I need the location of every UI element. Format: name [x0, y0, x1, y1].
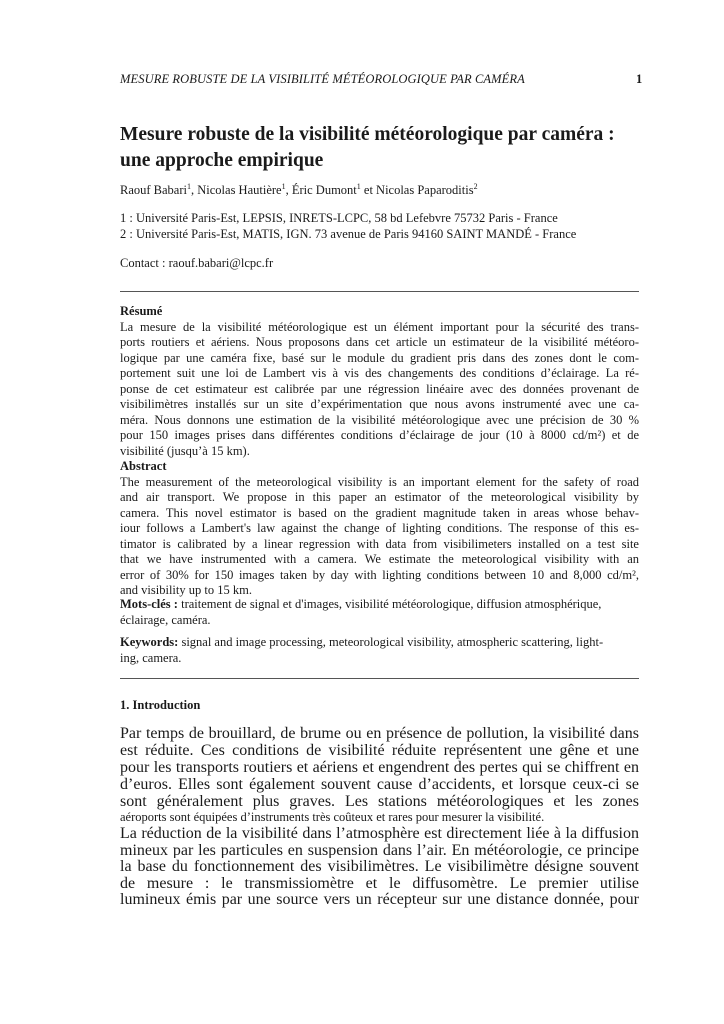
abstract-body	[120, 475, 639, 584]
author-affiliation-mark: 2	[473, 182, 478, 191]
text-line: portement suit une loi de Lambert vis à vis des changements des conditions d’éclairage. La ré-	[120, 366, 639, 380]
intro-paragraph-2	[120, 825, 639, 908]
keywords-text: signal and image processing, meteorological visibility, atmospheric scattering, light-	[178, 635, 604, 649]
text-line: iour follows a Lambert's law against the change of lighting conditions. The response of this es-	[120, 521, 639, 535]
text-line: camera. This novel estimator is based on the gradient magnitude taken in areas whose behav-	[120, 505, 639, 520]
text-line: error of 30% for 150 images taken by day with lighting conditions between 10 and 8,000 cd/m²,	[120, 567, 639, 582]
section-heading-introduction: 1. Introduction	[120, 698, 201, 712]
author-list	[120, 182, 478, 198]
resume-section	[120, 304, 639, 599]
author-affiliation-mark: 1	[187, 182, 191, 191]
abstract-last-line: and visibility up to 15 km.	[120, 583, 252, 597]
keywords-section	[120, 635, 639, 666]
affiliation-1: 1 : Université Paris-Est, LEPSIS, INRETS-LCPC, 58 bd Lefebvre 75732 Paris - France	[120, 211, 558, 225]
text-line: La réduction de la visibilité dans l’atmosphère est directement liée à la diffusion	[120, 825, 639, 842]
motscles-line-2: éclairage, caméra.	[120, 612, 211, 627]
text-line: d’euros. Elles sont également souvent cause d’accidents, et lorsque ceux-ci se	[120, 776, 639, 793]
text-line: pour les transports routiers et aériens et engendrent des pertes qui se chiffrent en	[120, 759, 639, 776]
text-line: ports routiers et aériens. Nous proposons dans cet article un estimateur de la visibilité météoro-	[120, 335, 639, 349]
page-number: 1	[636, 72, 643, 86]
running-header-title: MESURE ROBUSTE DE LA VISIBILITÉ MÉTÉOROLOGIQUE PAR CAMÉRA	[120, 72, 525, 86]
title-line-2: une approche empirique	[120, 150, 324, 171]
paper-title	[120, 122, 640, 174]
text-line: visibilimètres installés sur un site d’expérimentation que nous avons instrumenté avec une ca-	[120, 397, 639, 411]
affiliation-2: 2 : Université Paris-Est, MATIS, IGN. 73 avenue de Paris 94160 SAINT MANDÉ - France	[120, 227, 577, 241]
text-line: la base du fonctionnement des visibilimètres. Le visibilimètre désigne souvent	[120, 858, 639, 875]
text-line: ponse de cet estimateur est calibrée par une régression linéaire avec des données provenant de	[120, 381, 639, 396]
top-divider	[120, 291, 639, 292]
text-line: and air transport. We propose in this paper an estimator of the meteorological visibility by	[120, 490, 639, 504]
resume-heading: Résumé	[120, 304, 163, 318]
text-line: de mesure : le transmissiomètre et le diffusomètre. Le premier utilise	[120, 874, 639, 891]
text-line: méra. Nous donnons une estimation de la visibilité météorologique avec une précision de 30 %	[120, 412, 639, 427]
resume-body	[120, 320, 639, 444]
text-line: La mesure de la visibilité météorologique est un élément important pour la sécurité des trans-	[120, 319, 639, 334]
motscles-section	[120, 597, 639, 628]
text-line: sont généralement plus graves. Les stations météorologiques et les zones	[120, 793, 639, 810]
motscles-line-1	[120, 597, 639, 613]
contact-email[interactable]: Contact : raouf.babari@lcpc.fr	[120, 256, 274, 270]
text-line: that we have instrumented with a camera. We estimate the meteorological visibility with an	[120, 552, 639, 566]
abstract-heading: Abstract	[120, 459, 167, 473]
text-line: timator is calibrated by a linear regression with data from visibilimeters installed on a test site	[120, 536, 639, 551]
text-line: Par temps de brouillard, de brume ou en présence de pollution, la visibilité dans	[120, 725, 639, 742]
intro-paragraph-2-lines	[120, 825, 639, 908]
text-line: lumineux émis par une source vers un récepteur sur une distance donnée, pour	[120, 891, 639, 908]
author-affiliation-mark: 1	[281, 182, 286, 191]
keywords-line-2: ing, camera.	[120, 650, 182, 665]
author-name: , Nicolas Hautière	[191, 183, 282, 198]
intro-paragraph-1-last: aéroports sont équipées d’instruments très coûteux et rares pour mesurer la visibilité.	[120, 810, 545, 824]
keywords-line-1	[120, 635, 639, 651]
author-name: , Éric Dumont	[285, 183, 357, 198]
motscles-label: Mots-clés :	[120, 597, 178, 611]
motscles-text: traitement de signal et d'images, visibilité météorologique, diffusion atmosphérique,	[177, 597, 602, 611]
author-name: Raouf Babari	[120, 183, 187, 198]
keywords-label: Keywords:	[120, 635, 179, 649]
author-name: et Nicolas Paparoditis	[360, 183, 474, 198]
bottom-divider	[120, 678, 639, 679]
author-affiliation-mark: 1	[356, 182, 361, 191]
title-line-1: Mesure robuste de la visibilité météorologique par caméra :	[120, 124, 615, 145]
intro-paragraph-1-lines	[120, 725, 639, 810]
resume-last-line: visibilité (jusqu’à 15 km).	[120, 443, 250, 458]
text-line: pour 150 images prises dans différentes conditions d’éclairage de jour (10 à 8000 cd/m²) et de	[120, 428, 639, 442]
text-line: mineux par les particules en suspension dans l’air. En météorologie, ce principe	[120, 841, 639, 858]
text-line: logique par une caméra fixe, basé sur le module du gradient pris dans des zones dont le com-	[120, 350, 639, 365]
text-line: The measurement of the meteorological visibility is an important element for the safety of road	[120, 474, 639, 489]
intro-paragraph-1	[120, 725, 639, 826]
text-line: est réduite. Ces conditions de visibilité réduite représentent une gêne et une	[120, 742, 639, 759]
